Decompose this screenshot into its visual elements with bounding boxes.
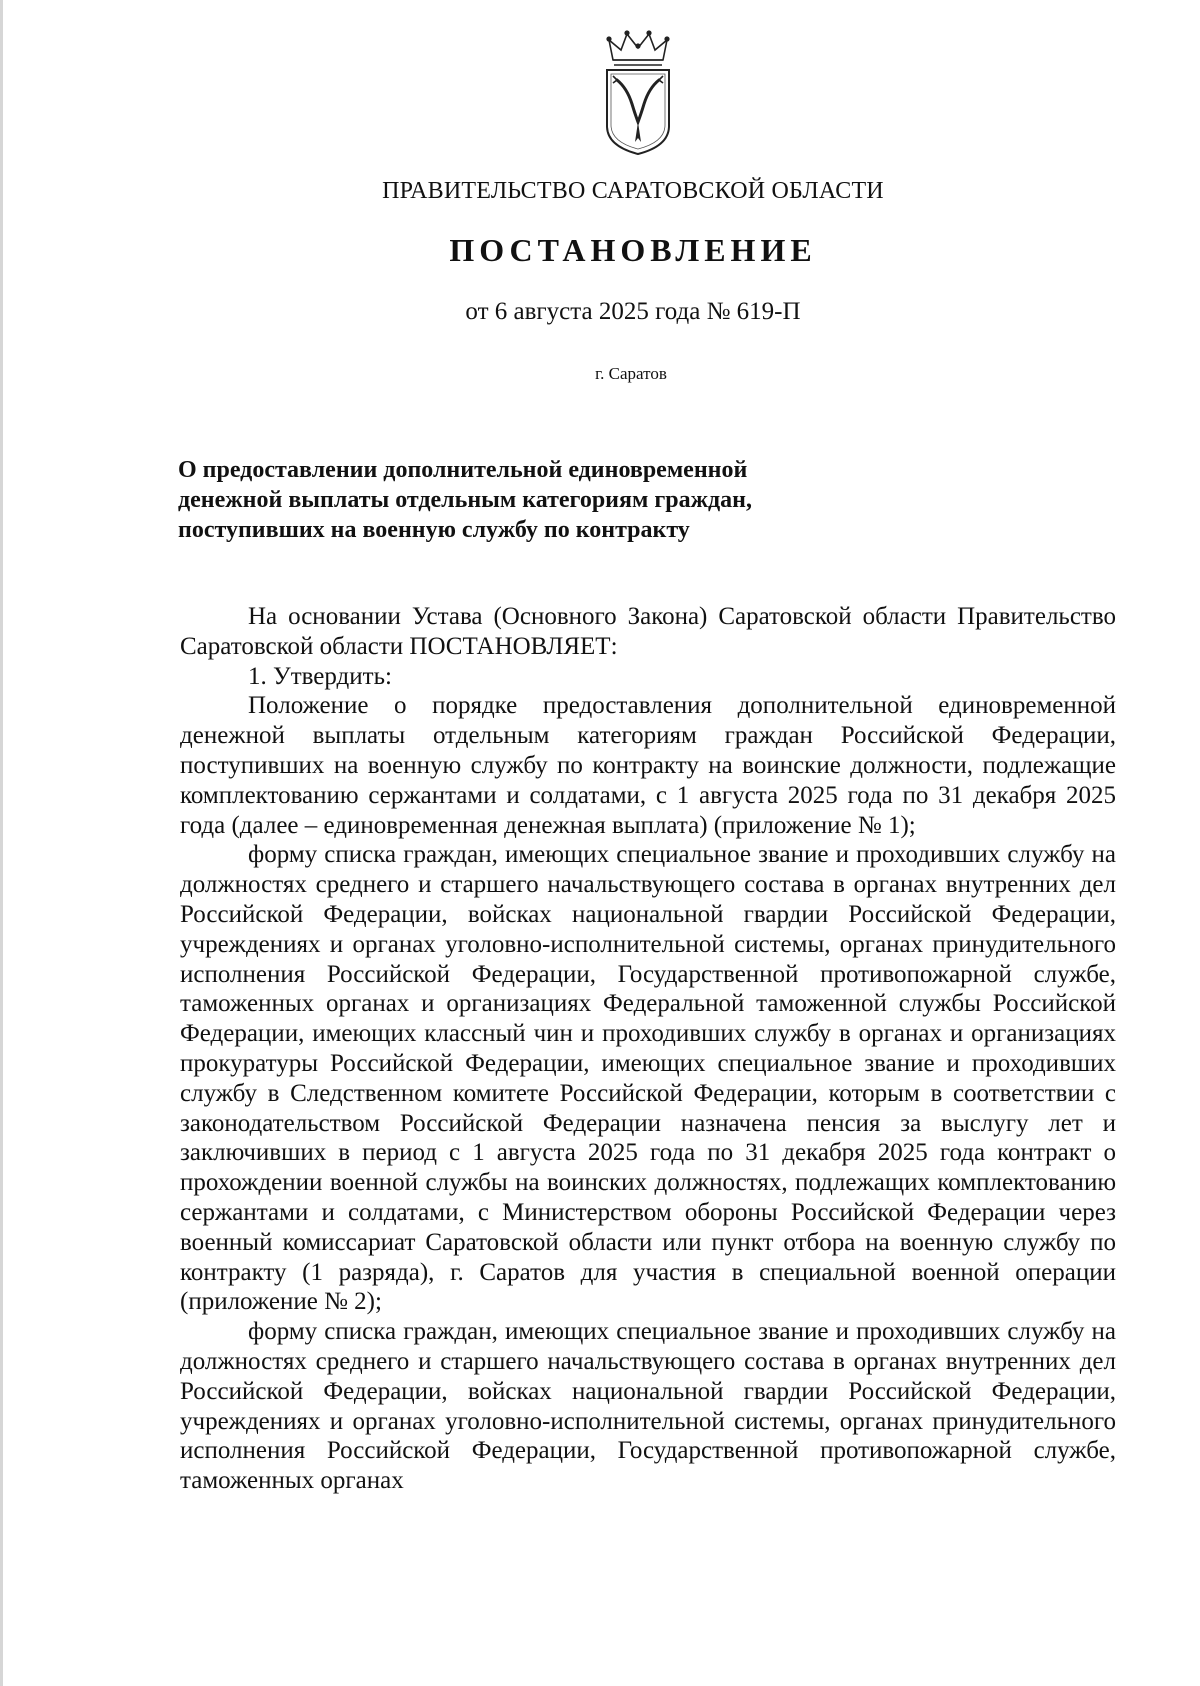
saratov-coat-of-arms-icon	[599, 30, 677, 158]
paragraph-list-form-1: форму списка граждан, имеющих специальное звание и проходивших службу на должностях среднего и старшего начальствующего состава в органах внутренних дел Российской Федерации, войсках национальной гвардии Российской Федерации, учреждениях и органах уголовно-исполнительной системы, органах принудительного исполнения Российской Федерации, Государственной противопожарной службе, таможенных органах и организациях Федеральной таможенной службы Российской Федерации, имеющих классный чин и проходивших службу в органах и организациях прокуратуры Российской Федерации, имеющих специальное звание и проходивших службу в Следственном комитете Российской Федерации, которым в соответствии с законодательством Российской Федерации назначена пенсия за выслугу лет и заключивших в период с 1 августа 2025 года по 31 декабря 2025 года контракт о прохождении военной службы на воинских должностях, подлежащих комплектованию сержантами и солдатами, с Министерством обороны Российской Федерации через военный комиссариат Саратовской области или пункт отбора на военную службу по контракту (1 разряда), г. Саратов для участия в специальной военной операции (приложение № 2);	[180, 841, 1116, 1316]
document-city: г. Саратов	[595, 364, 667, 383]
government-name: ПРАВИТЕЛЬСТВО САРАТОВСКОЙ ОБЛАСТИ	[382, 178, 884, 204]
paragraph-regulation: Положение о порядке предоставления дополнительной единовременной денежной выплаты отдельным категориям граждан Российской Федерации, поступивших на военную службу по контракту на воинские должности, подлежащие комплектованию сержантами и солдатами, с 1 августа 2025 года по 31 декабря 2025 года (далее – единовременная денежная выплата) (приложение № 1);	[180, 692, 1116, 839]
document-date-number: от 6 августа 2025 года № 619-П	[465, 298, 801, 325]
subject-line: О предоставлении дополнительной единовременной	[178, 457, 748, 483]
paragraph-list-form-2: форму списка граждан, имеющих специальное звание и проходивших службу на должностях среднего и старшего начальствующего состава в органах внутренних дел Российской Федерации, войсках национальной гвардии Российской Федерации, учреждениях и органах уголовно-исполнительной системы, органах принудительного исполнения Российской Федерации, Государственной противопожарной службе, таможенных органах	[180, 1318, 1116, 1495]
paragraph-approve: 1. Утвердить:	[248, 662, 392, 690]
document-type: ПОСТАНОВЛЕНИЕ	[449, 232, 817, 268]
paragraph-preamble: На основании Устава (Основного Закона) Саратовской области Правительство Саратовской области ПОСТАНОВЛЯЕТ:	[180, 603, 1116, 660]
subject-line: денежной выплаты отдельным категориям граждан,	[178, 487, 752, 513]
document-body	[180, 602, 1116, 1496]
subject-line: поступивших на военную службу по контракту	[178, 517, 690, 543]
document-subject	[178, 455, 858, 545]
